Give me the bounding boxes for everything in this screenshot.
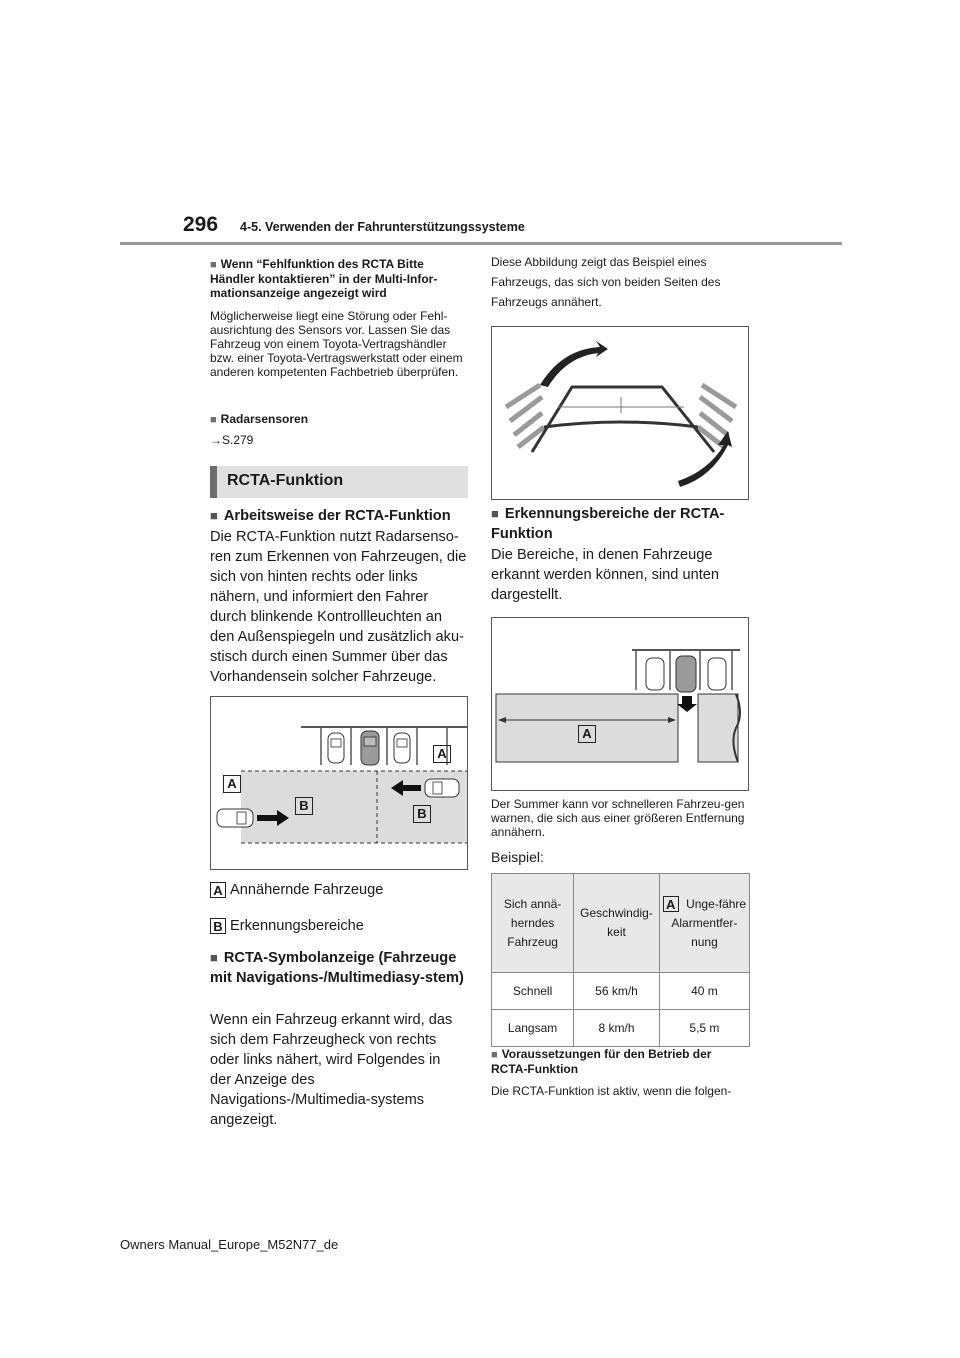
alarm-distance-table (491, 873, 750, 1047)
left-approach-arrow-icon (540, 341, 608, 387)
table-cell: Langsam (492, 1010, 574, 1047)
header-rule (120, 242, 842, 245)
table-row (492, 973, 750, 1010)
table-header-badge: A (663, 896, 679, 912)
fig1-label-a-left: A (223, 775, 241, 793)
fig3-parked-car-1 (646, 658, 664, 690)
fig3-own-car (676, 656, 696, 692)
rcta-range-figure (491, 617, 749, 791)
table-header-vehicle: Sich annä-herndes Fahrzeug (492, 874, 574, 973)
range-zone-right (698, 694, 738, 762)
rcta-display-figure (491, 326, 749, 500)
malfunction-heading-text: Wenn “Fehlfunktion des RCTA Bitte Händler kontaktieren” in der Multi-Infor-mationsanzeige angezeigt wird (210, 257, 438, 300)
parking-diagram (211, 697, 468, 870)
buzzer-text: Der Summer kann vor schnelleren Fahrzeu-gen warnen, die sich aus einer größeren Entfernung annähern. (491, 797, 745, 839)
legend-a-badge: A (210, 882, 226, 898)
table-cell: 8 km/h (574, 1010, 660, 1047)
table-header-speed: Geschwindig-keit (574, 874, 660, 973)
fig3-label-a: A (578, 725, 596, 743)
ranges-text: Die Bereiche, in denen Fahrzeuge erkannt werden können, sind unten dargestellt. (491, 547, 719, 603)
parked-car-1 (328, 733, 344, 763)
symbol-heading (210, 948, 468, 988)
table-cell: Schnell (492, 973, 574, 1010)
legend-b-badge: B (210, 918, 226, 934)
radar-heading-text: Radarsensoren (220, 412, 309, 426)
parked-car-2 (394, 733, 410, 763)
example-text: Diese Abbildung zeigt das Beispiel eines Fahrzeugs, das sich von beiden Seiten des Fahrzeugs annähert. (491, 255, 721, 309)
range-diagram (492, 618, 749, 791)
symbol-heading-text: RCTA-Symbolanzeige (Fahrzeuge mit Navigations-/Multimediasy-stem) (210, 950, 464, 986)
table-header-distance (659, 874, 749, 973)
legend-approaching (210, 880, 383, 900)
rear-view-display (492, 327, 749, 500)
example-label: Beispiel: (491, 849, 544, 865)
radar-heading (210, 412, 470, 427)
table-row (492, 1010, 750, 1047)
page-number: 296 (183, 213, 219, 236)
table-cell: 56 km/h (574, 973, 660, 1010)
conditions-text: Die RCTA-Funktion ist aktiv, wenn die folgen- (491, 1084, 732, 1098)
fig3-parked-car-2 (708, 658, 726, 690)
table-cell: 5,5 m (659, 1010, 749, 1047)
fig1-label-a-right: A (433, 745, 451, 763)
rcta-parking-figure (210, 696, 468, 870)
legend-a-text: Annähernde Fahrzeuge (230, 882, 384, 898)
legend-b-text: Erkennungsbereiche (230, 918, 364, 934)
left-warning-stripes (506, 385, 544, 447)
table-header-row (492, 874, 750, 973)
table-cell: 40 m (659, 973, 749, 1010)
rcta-section-box (210, 466, 468, 498)
operation-text: Die RCTA-Funktion nutzt Radarsenso-ren zum Erkennen von Fahrzeugen, die sich von hinten rechts oder links nähern, und informiert den Fahrer durch blinkende Kontrollleuchten an den Außenspiegeln und zusätzlich aku-stisch durch einen Summer über das Vorhandensein solcher Fahrzeuge. (210, 529, 467, 685)
ranges-heading (491, 504, 749, 544)
guide-lines (532, 387, 714, 452)
own-car (361, 731, 379, 765)
section-title: 4-5. Verwenden der Fahrunterstützungssysteme (240, 220, 525, 234)
rcta-section-title: RCTA-Funktion (227, 472, 344, 489)
radar-reference-link[interactable]: →S.279 (210, 433, 254, 447)
malfunction-text: Möglicherweise liegt eine Störung oder Fehl-ausrichtung des Sensors vor. Lassen Sie das Fahrzeug von einem Toyota-Vertragshändler bzw. einer Toyota-Vertragswerkstatt oder einem anderen kompetenten Fachbetrieb überprüfen. (210, 309, 463, 379)
symbol-text: Wenn ein Fahrzeug erkannt wird, das sich dem Fahrzeugheck von rechts oder links nähert, wird Folgendes in der Anzeige des Navigations-/Multimedia-systems angezeigt. (210, 1012, 453, 1128)
legend-zones (210, 916, 364, 936)
fig1-label-b-left: B (295, 797, 313, 815)
fig1-label-b-right: B (413, 805, 431, 823)
operation-heading (210, 506, 470, 526)
approaching-car-right (425, 779, 459, 797)
conditions-heading-text: Voraussetzungen für den Betrieb der RCTA-Funktion (491, 1047, 712, 1076)
ranges-heading-text: Erkennungsbereiche der RCTA-Funktion (491, 506, 725, 542)
down-arrow-icon (677, 696, 697, 712)
conditions-heading (491, 1047, 749, 1076)
approaching-car-left (217, 809, 253, 827)
table-header-distance-text: Unge-fähre Alarmentfer-nung (671, 896, 747, 949)
footer-document-id: Owners Manual_Europe_M52N77_de (120, 1237, 339, 1252)
malfunction-heading (210, 257, 468, 300)
operation-heading-text: Arbeitsweise der RCTA-Funktion (223, 508, 451, 524)
bumper-guide (544, 422, 698, 427)
